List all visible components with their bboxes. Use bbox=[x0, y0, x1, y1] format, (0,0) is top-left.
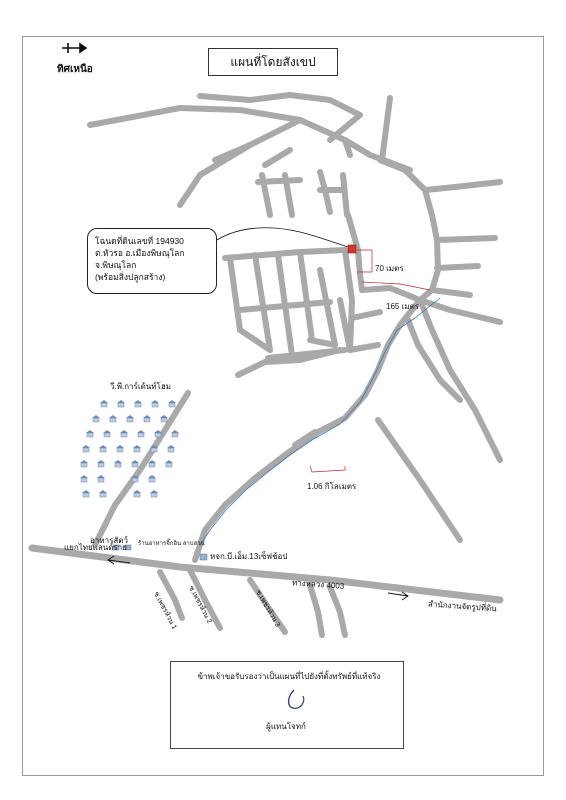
house-icon bbox=[97, 460, 105, 463]
house-icon bbox=[148, 475, 156, 478]
house-icon bbox=[131, 460, 139, 463]
house-icon bbox=[103, 430, 111, 433]
left-road-label: แยกไทยแลนด์ราย bbox=[64, 543, 127, 552]
north-label: ทิศเหนือ bbox=[57, 64, 93, 75]
map-title-text: แผนที่โดยสังเขป bbox=[230, 54, 316, 69]
house-icon bbox=[166, 463, 172, 467]
house-icon bbox=[152, 403, 158, 407]
distance-label-70m: 70 เมตร bbox=[375, 264, 404, 273]
soi-3-label: ซ.เพชรห้วน 3 bbox=[254, 589, 281, 629]
house-icon bbox=[132, 463, 138, 467]
callout-leader-line bbox=[217, 228, 348, 247]
house-icon bbox=[134, 448, 140, 452]
house-icon bbox=[98, 478, 104, 482]
house-icon bbox=[86, 430, 94, 433]
house-icon bbox=[135, 403, 141, 407]
house-icon bbox=[127, 418, 133, 422]
house-icon bbox=[92, 415, 100, 418]
house-icon bbox=[117, 448, 123, 452]
house-icon bbox=[118, 403, 124, 407]
house-icon bbox=[120, 430, 128, 433]
house-icon bbox=[151, 493, 157, 497]
house-icon bbox=[121, 433, 127, 437]
house-icon bbox=[167, 445, 175, 448]
house-icon bbox=[137, 430, 145, 433]
parcel-note-line: จ.พิษณุโลก bbox=[95, 260, 137, 270]
distance-label-165m: 165 เมตร bbox=[386, 302, 420, 311]
store-label: หจก.บี.เอ็ม.13เซ็ฟช้อป bbox=[210, 552, 288, 561]
distance-label-1km: 1.06 กิโลเมตร bbox=[307, 482, 357, 491]
house-icon bbox=[151, 400, 159, 403]
house-icon bbox=[82, 445, 90, 448]
parcel-note-line: ต.หัวรอ อ.เมืองพิษณุโลก bbox=[95, 248, 185, 258]
river-line bbox=[200, 298, 440, 545]
house-icon bbox=[97, 475, 105, 478]
parcel-marker[interactable] bbox=[348, 245, 356, 253]
house-icon bbox=[160, 415, 168, 418]
village-label: วี.พี.การ์เด้นท์โฮม bbox=[110, 382, 171, 391]
house-icon bbox=[109, 415, 117, 418]
house-icon bbox=[155, 433, 161, 437]
certification-signer: ผู้แทนโจทก์ bbox=[266, 722, 306, 731]
house-icon bbox=[133, 445, 141, 448]
house-icon bbox=[87, 433, 93, 437]
house-icon bbox=[114, 460, 122, 463]
house-icon bbox=[81, 478, 87, 482]
house-icon bbox=[110, 418, 116, 422]
house-icon bbox=[100, 448, 106, 452]
house-icon bbox=[80, 475, 88, 478]
house-icon bbox=[138, 433, 144, 437]
house-icon bbox=[168, 400, 176, 403]
soi-1-label: ซ.เพชรห้วน 1 bbox=[152, 590, 178, 631]
soi-2-label: ซ.เพชรห้วน 2 bbox=[187, 584, 213, 625]
house-icon bbox=[150, 490, 158, 493]
small-shop-label: ร้านอาหารจิ๊กอิน ลาบสวน bbox=[138, 541, 205, 547]
highway-label: ทางหลวง 4003 bbox=[291, 578, 345, 591]
house-icon bbox=[99, 490, 107, 493]
house-icon bbox=[132, 478, 138, 482]
house-icon bbox=[149, 478, 155, 482]
house-icon bbox=[161, 418, 167, 422]
house-icon bbox=[151, 448, 157, 452]
house-icon bbox=[99, 445, 107, 448]
distance-lines bbox=[310, 250, 430, 472]
house-icon bbox=[133, 490, 141, 493]
house-icon bbox=[165, 460, 173, 463]
house-icon bbox=[117, 400, 125, 403]
parcel-note-line: (พร้อมสิ่งปลูกสร้าง) bbox=[95, 272, 166, 282]
food-shop-label: อาหารสัตว์ bbox=[90, 536, 128, 545]
house-icon bbox=[81, 463, 87, 467]
house-icon bbox=[100, 400, 108, 403]
north-arrow-icon bbox=[62, 43, 86, 53]
house-icon bbox=[116, 445, 124, 448]
house-icon bbox=[168, 448, 174, 452]
right-road-label: สำนักงานจัดรูปที่ดิน bbox=[427, 599, 497, 614]
certification-text: ข้าพเจ้าขอรับรองว่าเป็นแผนที่ไปยังที่ตั้งทรัพย์ที่แท้จริง bbox=[197, 672, 381, 681]
house-icon bbox=[83, 493, 89, 497]
house-icon bbox=[100, 493, 106, 497]
house-icon bbox=[98, 463, 104, 467]
map-title bbox=[208, 48, 338, 76]
house-icon bbox=[172, 433, 178, 437]
house-icon bbox=[144, 418, 150, 422]
house-icon bbox=[143, 415, 151, 418]
house-icon bbox=[171, 430, 179, 433]
house-icon bbox=[83, 448, 89, 452]
house-icon bbox=[169, 403, 175, 407]
parcel-callout bbox=[87, 228, 217, 294]
house-icon bbox=[134, 493, 140, 497]
house-icon bbox=[82, 490, 90, 493]
house-icon bbox=[93, 418, 99, 422]
house-icon bbox=[101, 403, 107, 407]
house-icon bbox=[115, 463, 121, 467]
house-icon bbox=[80, 460, 88, 463]
house-icon bbox=[126, 415, 134, 418]
house-icon bbox=[104, 433, 110, 437]
house-icon bbox=[134, 400, 142, 403]
house-icon bbox=[149, 463, 155, 467]
parcel-note-line: โฉนดที่ดินเลขที่ 194930 bbox=[95, 236, 184, 246]
